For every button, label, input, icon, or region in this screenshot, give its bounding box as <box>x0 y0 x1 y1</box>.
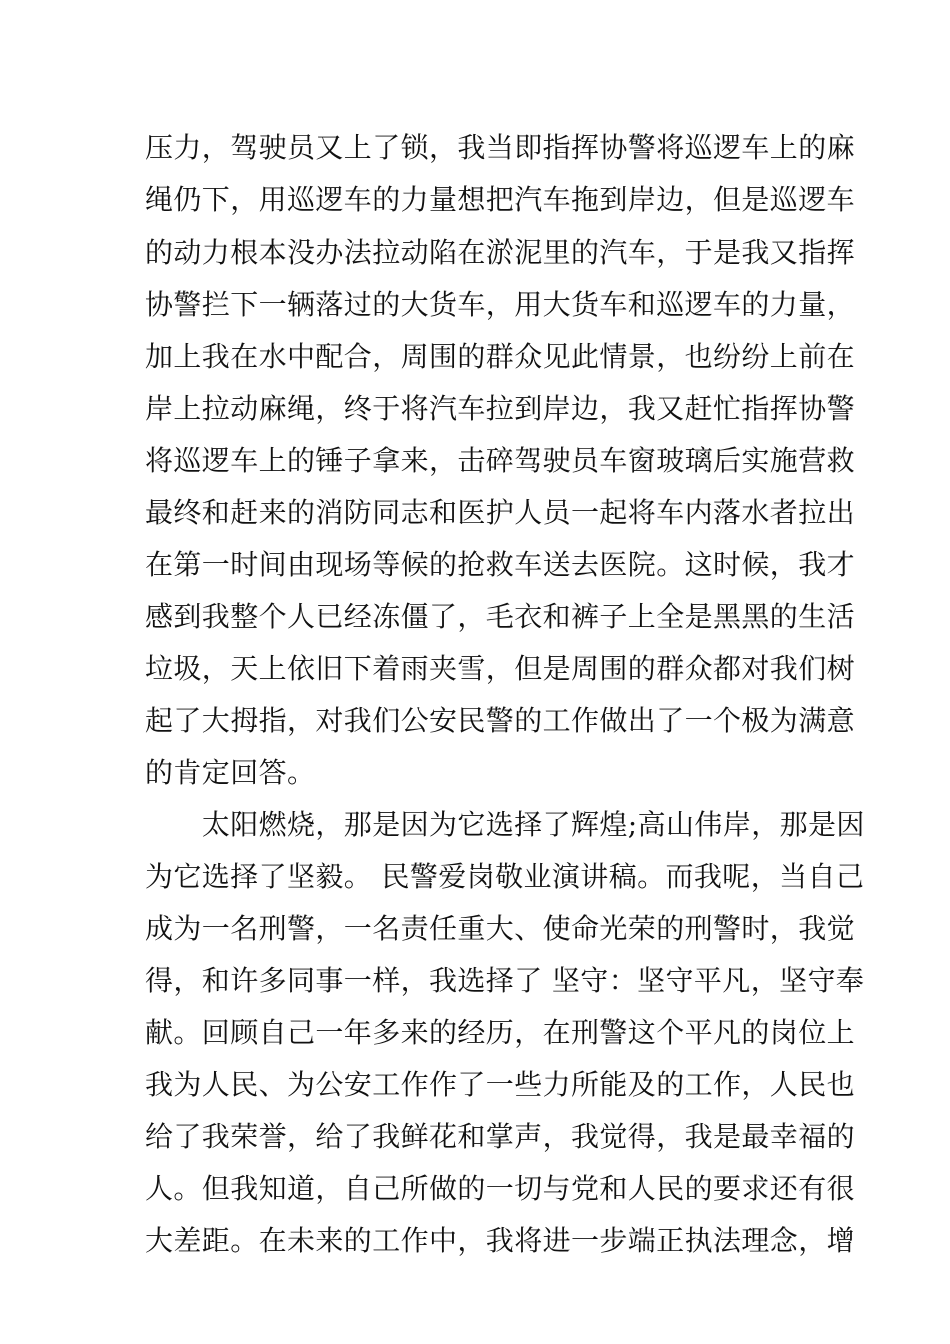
text-line: 将巡逻车上的锤子拿来，击碎驾驶员车窗玻璃后实施营救 <box>145 444 856 477</box>
text-line: 给了我荣誉，给了我鲜花和掌声，我觉得，我是最幸福的 <box>145 1120 856 1153</box>
text-line: 成为一名刑警，一名责任重大、使命光荣的刑警时，我觉 <box>145 912 856 945</box>
text-line: 太阳燃烧，那是因为它选择了辉煌;高山伟岸，那是因 <box>145 808 865 841</box>
text-line: 岸上拉动麻绳，终于将汽车拉到岸边，我又赶忙指挥协警 <box>145 392 856 425</box>
text-line: 为它选择了坚毅。 民警爱岗敬业演讲稿。而我呢，当自己 <box>145 860 865 893</box>
text-line: 献。回顾自己一年多来的经历，在刑警这个平凡的岗位上 <box>145 1016 856 1049</box>
text-line: 大差距。在未来的工作中，我将进一步端正执法理念，增 <box>145 1224 856 1257</box>
text-line: 的肯定回答。 <box>145 756 316 789</box>
text-line: 我为人民、为公安工作作了一些力所能及的工作，人民也 <box>145 1068 856 1101</box>
text-line: 感到我整个人已经冻僵了，毛衣和裤子上全是黑黑的生活 <box>145 600 856 633</box>
text-line: 加上我在水中配合，周围的群众见此情景，也纷纷上前在 <box>145 340 856 373</box>
text-line: 压力，驾驶员又上了锁，我当即指挥协警将巡逻车上的麻 <box>145 131 856 164</box>
text-line: 的动力根本没办法拉动陷在淤泥里的汽车，于是我又指挥 <box>145 236 856 269</box>
text-line: 协警拦下一辆落过的大货车，用大货车和巡逻车的力量， <box>145 288 856 321</box>
text-line: 在第一时间由现场等候的抢救车送去医院。这时候，我才 <box>145 548 856 581</box>
text-line: 绳仍下，用巡逻车的力量想把汽车拖到岸边，但是巡逻车 <box>145 183 856 216</box>
text-line: 得，和许多同事一样，我选择了 坚守：坚守平凡，坚守奉 <box>145 964 865 997</box>
text-line: 起了大拇指，对我们公安民警的工作做出了一个极为满意 <box>145 704 856 737</box>
text-line: 人。但我知道，自己所做的一切与党和人民的要求还有很 <box>145 1172 856 1205</box>
text-line: 垃圾，天上依旧下着雨夹雪，但是周围的群众都对我们树 <box>145 652 856 685</box>
text-line: 最终和赶来的消防同志和医护人员一起将车内落水者拉出 <box>145 496 856 529</box>
